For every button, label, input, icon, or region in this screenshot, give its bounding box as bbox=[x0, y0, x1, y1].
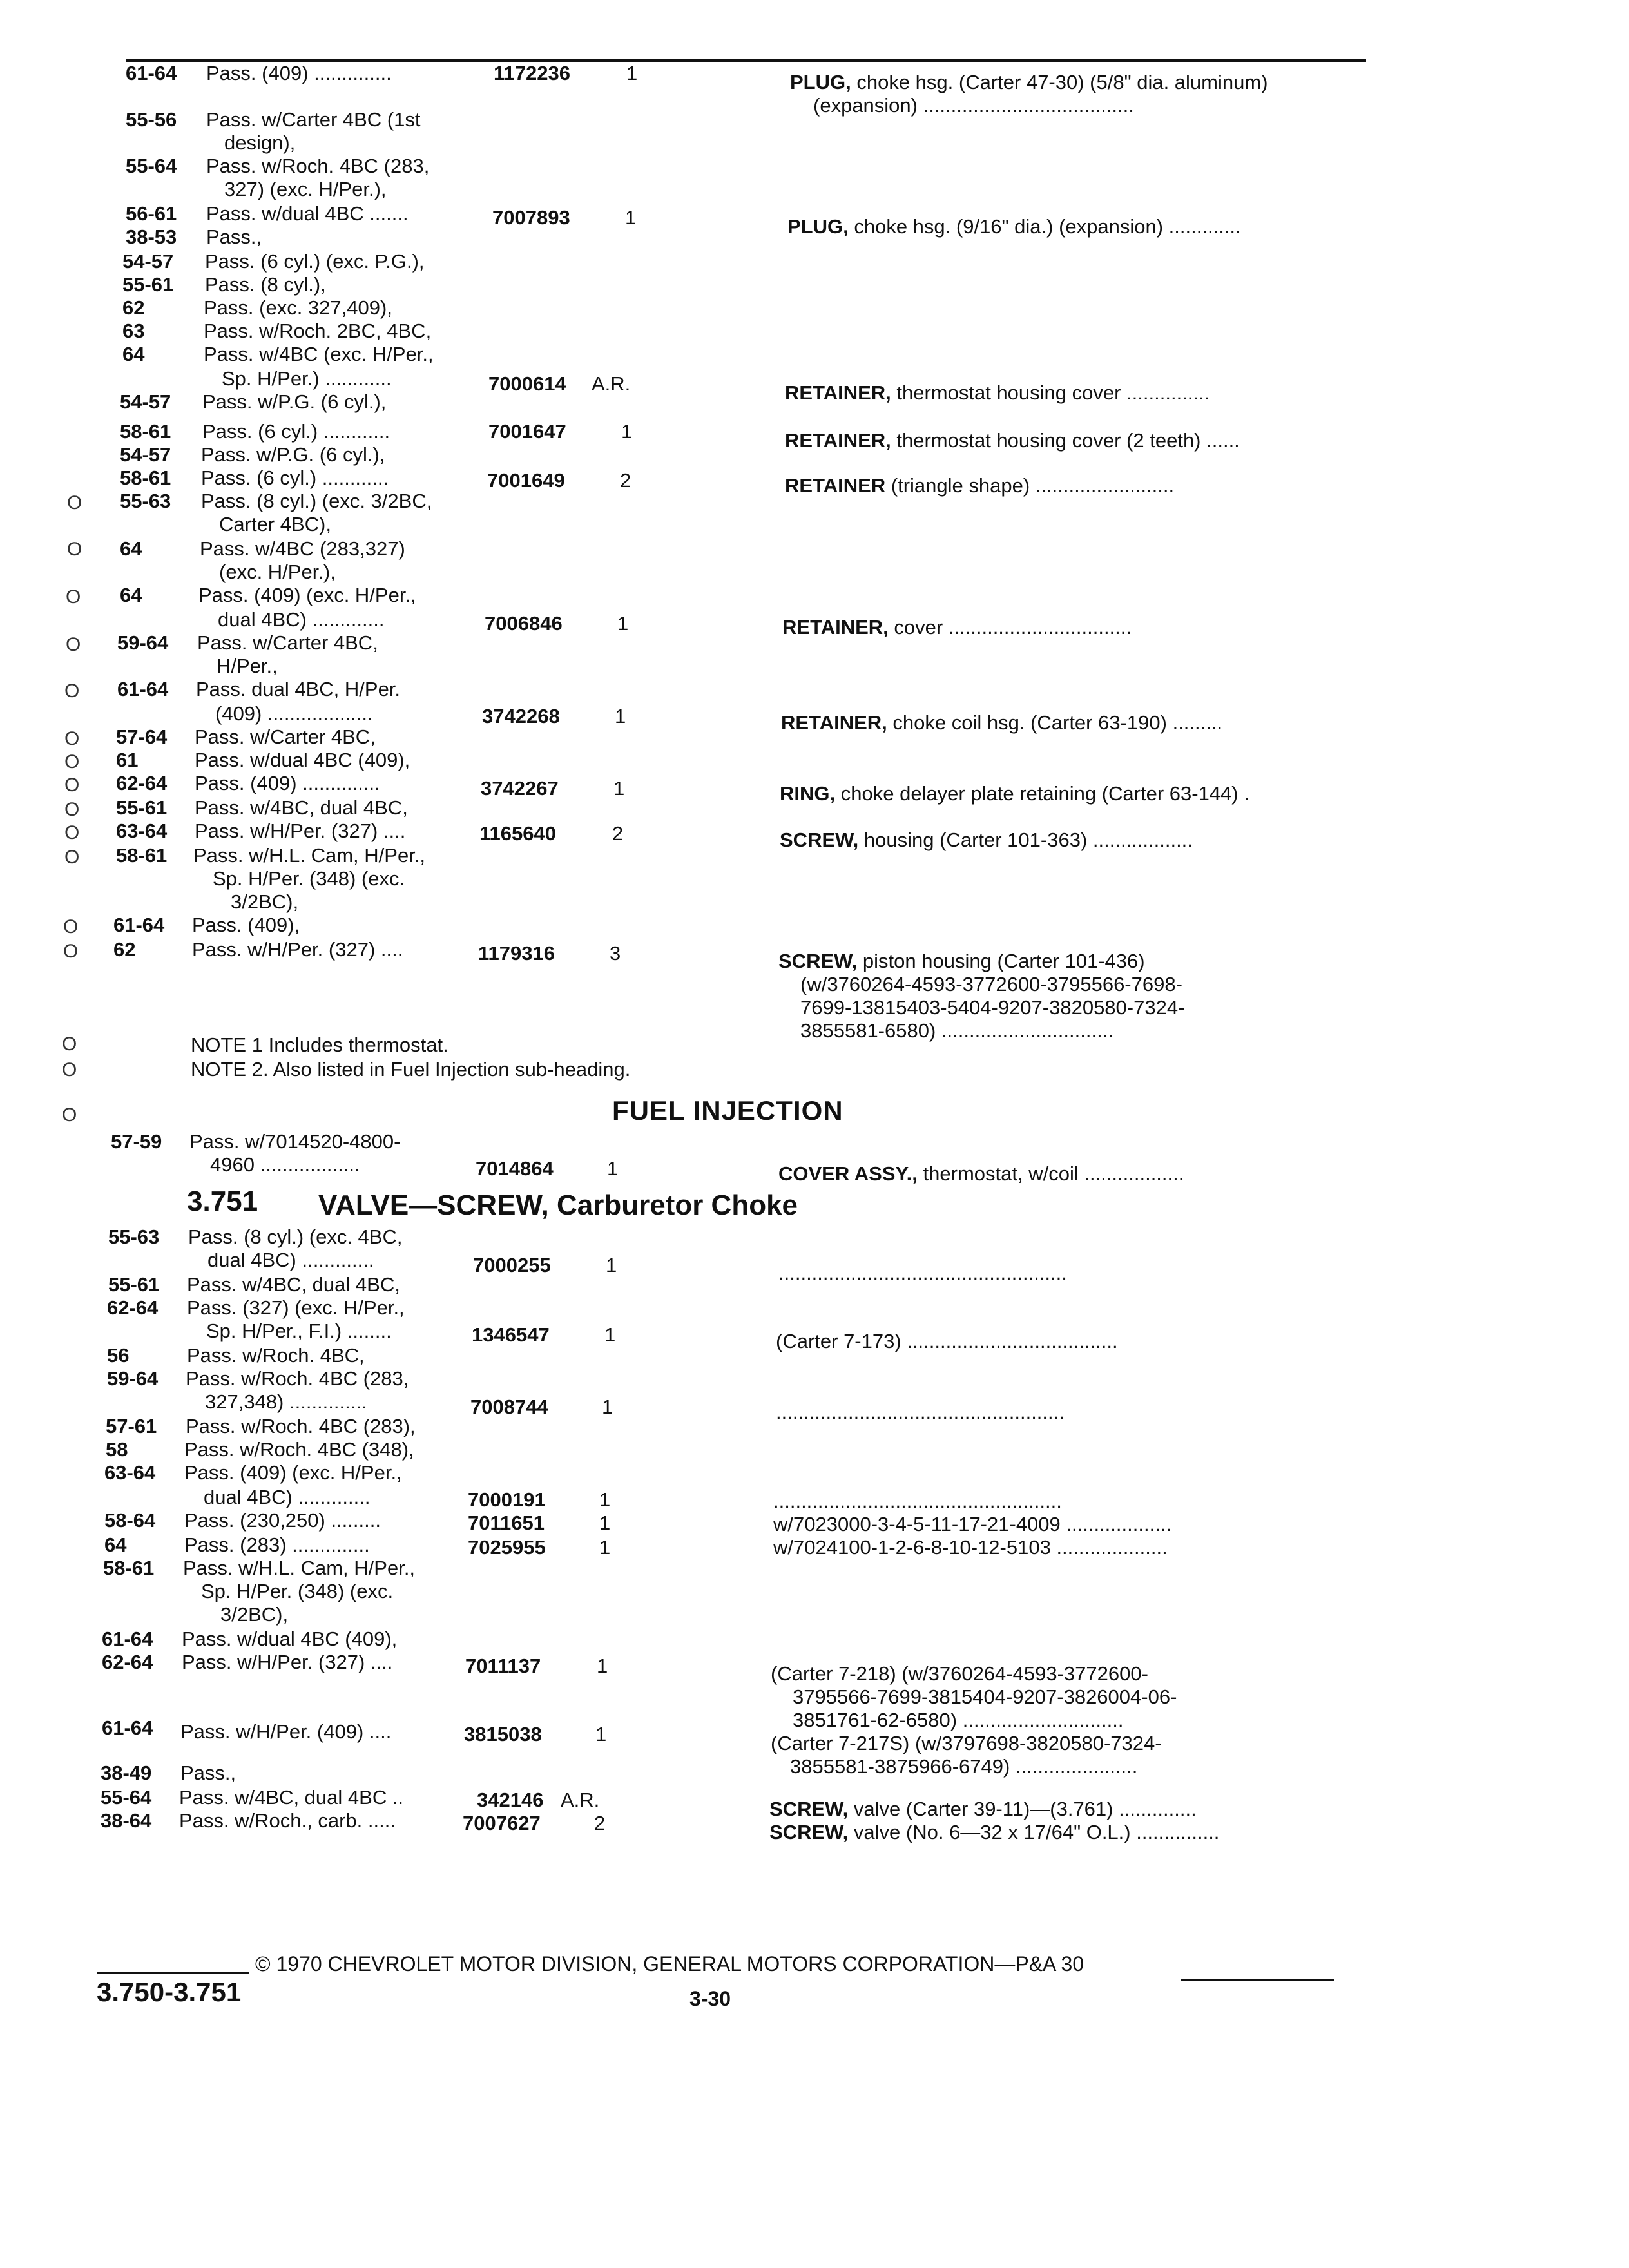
quantity: 1 bbox=[599, 1488, 611, 1511]
quantity: 2 bbox=[594, 1812, 606, 1834]
year-range: 64 bbox=[120, 584, 142, 606]
footer-rule-left bbox=[97, 1972, 249, 1974]
part-description: RETAINER (triangle shape) ......................... bbox=[785, 474, 1175, 497]
application: Pass. dual 4BC, H/Per. bbox=[196, 678, 401, 700]
quantity: 1 bbox=[621, 420, 633, 443]
application: Pass. w/Roch. 4BC (283, bbox=[186, 1367, 409, 1390]
application: Pass. w/Roch. 4BC (348), bbox=[184, 1438, 414, 1461]
year-range: 59-64 bbox=[107, 1367, 159, 1390]
year-range: 55-63 bbox=[120, 490, 171, 512]
application: Pass. (409), bbox=[192, 914, 300, 936]
punch-mark: O bbox=[66, 586, 81, 608]
application: Pass. (exc. 327,409), bbox=[204, 296, 392, 319]
footer-rule-right bbox=[1181, 1979, 1334, 1981]
application: Pass. (327) (exc. H/Per., bbox=[187, 1296, 405, 1319]
section-title: VALVE—SCREW, Carburetor Choke bbox=[318, 1189, 798, 1221]
note-1: NOTE 1 Includes thermostat. bbox=[191, 1033, 448, 1056]
application: Pass., bbox=[206, 226, 262, 248]
year-range: 61-64 bbox=[113, 914, 165, 936]
quantity: 2 bbox=[612, 822, 624, 845]
application: Sp. H/Per.) ............ bbox=[222, 367, 392, 390]
part-description: PLUG, choke hsg. (9/16" dia.) (expansion) ............. bbox=[787, 215, 1241, 238]
section-number: 3.751 bbox=[187, 1186, 258, 1217]
year-range: 58-61 bbox=[103, 1557, 155, 1579]
year-range: 58 bbox=[106, 1438, 128, 1461]
year-range: 55-64 bbox=[126, 155, 177, 177]
application: 3/2BC), bbox=[231, 890, 299, 913]
application: H/Per., bbox=[217, 655, 278, 677]
year-range: 62 bbox=[113, 938, 136, 961]
part-number: 7006846 bbox=[485, 612, 563, 635]
application: Pass. (409) (exc. H/Per., bbox=[184, 1461, 402, 1484]
year-range: 58-64 bbox=[104, 1509, 156, 1532]
year-range: 61-64 bbox=[117, 678, 169, 700]
page-number: 3-30 bbox=[689, 1987, 731, 2010]
subheading-fuel-injection: FUEL INJECTION bbox=[612, 1095, 843, 1126]
part-description: 3851761-62-6580) ............................. bbox=[793, 1709, 1124, 1731]
punch-mark: O bbox=[64, 751, 80, 773]
application: Pass. w/H/Per. (409) .... bbox=[180, 1720, 392, 1743]
application: Pass. w/Roch., carb. ..... bbox=[179, 1809, 396, 1832]
year-range: 54-57 bbox=[120, 443, 171, 466]
part-number: 7025955 bbox=[468, 1536, 546, 1559]
year-range: 63-64 bbox=[104, 1461, 156, 1484]
part-number: 7011137 bbox=[465, 1655, 541, 1677]
part-description: .................................................... bbox=[778, 1262, 1067, 1284]
year-range: 64 bbox=[120, 537, 142, 560]
year-range: 57-61 bbox=[106, 1415, 157, 1437]
part-number: 3742267 bbox=[481, 777, 559, 800]
part-number: 7007893 bbox=[492, 206, 570, 229]
quantity: 1 bbox=[597, 1655, 608, 1677]
quantity: 1 bbox=[617, 612, 629, 635]
part-number: 342146 bbox=[477, 1789, 544, 1811]
year-range: 55-61 bbox=[122, 273, 174, 296]
application: 3/2BC), bbox=[220, 1603, 289, 1626]
application: (409) ................... bbox=[215, 702, 373, 725]
part-number: 3742268 bbox=[482, 705, 560, 727]
application: Sp. H/Per. (348) (exc. bbox=[201, 1580, 394, 1602]
part-description: COVER ASSY., thermostat, w/coil .................. bbox=[778, 1162, 1184, 1185]
year-range: 56-61 bbox=[126, 202, 177, 225]
application: Pass. (230,250) ......... bbox=[184, 1509, 381, 1532]
application: Pass. w/4BC (283,327) bbox=[200, 537, 405, 560]
punch-mark: O bbox=[66, 634, 81, 655]
application: Pass. w/Roch. 4BC, bbox=[187, 1344, 365, 1367]
application: Sp. H/Per. (348) (exc. bbox=[213, 867, 405, 890]
quantity: 1 bbox=[604, 1323, 616, 1346]
application: Sp. H/Per., F.I.) ........ bbox=[206, 1320, 392, 1342]
part-number: 7000255 bbox=[473, 1254, 551, 1276]
application: Pass. w/H/Per. (327) .... bbox=[192, 938, 403, 961]
part-description: (Carter 7-217S) (w/3797698-3820580-7324- bbox=[771, 1732, 1162, 1754]
year-range: 58-61 bbox=[116, 844, 168, 867]
application: Pass. (283) .............. bbox=[184, 1533, 370, 1556]
application: Pass. w/dual 4BC ....... bbox=[206, 202, 409, 225]
year-range: 54-57 bbox=[120, 390, 171, 413]
quantity: 1 bbox=[626, 62, 638, 84]
application: 327,348) .............. bbox=[205, 1390, 367, 1413]
part-description: RETAINER, thermostat housing cover (2 teeth) ...... bbox=[785, 429, 1240, 452]
punch-mark: O bbox=[63, 916, 79, 937]
year-range: 55-64 bbox=[101, 1786, 152, 1809]
part-description: 3795566-7699-3815404-9207-3826004-06- bbox=[793, 1686, 1177, 1708]
year-range: 64 bbox=[122, 343, 145, 365]
quantity: A.R. bbox=[561, 1789, 600, 1811]
quantity: 3 bbox=[610, 942, 621, 965]
part-description: RETAINER, choke coil hsg. (Carter 63-190) ......... bbox=[781, 711, 1223, 734]
application: Pass. w/H.L. Cam, H/Per., bbox=[193, 844, 426, 867]
application: 4960 .................. bbox=[210, 1153, 360, 1176]
application: dual 4BC) ............. bbox=[218, 608, 385, 631]
year-range: 61-64 bbox=[126, 62, 177, 84]
application: 327) (exc. H/Per.), bbox=[224, 178, 387, 200]
part-number: 7000191 bbox=[468, 1488, 546, 1511]
application: Pass. w/H.L. Cam, H/Per., bbox=[183, 1557, 416, 1579]
application: Pass. w/4BC, dual 4BC, bbox=[187, 1273, 400, 1296]
year-range: 54-57 bbox=[122, 250, 174, 273]
year-range: 55-61 bbox=[116, 796, 168, 819]
footer-copyright: © 1970 CHEVROLET MOTOR DIVISION, GENERAL MOTORS CORPORATION—P&A 30 bbox=[255, 1952, 1084, 1975]
part-number: 7008744 bbox=[470, 1396, 548, 1418]
application: Pass. (8 cyl.) (exc. 4BC, bbox=[188, 1225, 403, 1248]
part-description: (expansion) ...................................... bbox=[813, 94, 1134, 117]
punch-mark: O bbox=[64, 822, 80, 843]
part-description: SCREW, housing (Carter 101-363) .................. bbox=[780, 829, 1193, 851]
part-description: RING, choke delayer plate retaining (Carter 63-144) . bbox=[780, 782, 1249, 805]
year-range: 61-64 bbox=[102, 1716, 153, 1739]
part-description: .................................................... bbox=[776, 1401, 1065, 1423]
punch-mark: O bbox=[64, 680, 80, 702]
part-number: 7007627 bbox=[463, 1812, 541, 1834]
year-range: 58-61 bbox=[120, 420, 171, 443]
year-range: 38-49 bbox=[101, 1762, 152, 1784]
year-range: 62-64 bbox=[116, 772, 168, 794]
year-range: 55-61 bbox=[108, 1273, 160, 1296]
part-description: SCREW, valve (No. 6—32 x 17/64" O.L.) ............... bbox=[769, 1821, 1220, 1843]
punch-mark: O bbox=[64, 728, 80, 749]
application: Pass. w/4BC, dual 4BC, bbox=[195, 796, 408, 819]
application: Pass. (6 cyl.) ............ bbox=[202, 420, 390, 443]
year-range: 38-53 bbox=[126, 226, 177, 248]
application: Pass. (409) (exc. H/Per., bbox=[198, 584, 416, 606]
part-description: RETAINER, cover ................................. bbox=[782, 616, 1132, 639]
part-description: .................................................... bbox=[773, 1490, 1062, 1512]
year-range: 61-64 bbox=[102, 1628, 153, 1650]
punch-mark: O bbox=[63, 941, 79, 962]
part-description: 3855581-3875966-6749) ...................... bbox=[790, 1755, 1138, 1778]
part-description: RETAINER, thermostat housing cover ............... bbox=[785, 381, 1210, 404]
application: (exc. H/Per.), bbox=[219, 561, 336, 583]
part-number: 7011651 bbox=[468, 1512, 545, 1534]
application: Pass. (8 cyl.), bbox=[205, 273, 326, 296]
part-number: 7014864 bbox=[476, 1157, 554, 1180]
part-number: 3815038 bbox=[464, 1723, 542, 1745]
quantity: 1 bbox=[602, 1396, 613, 1418]
punch-mark: O bbox=[64, 774, 80, 796]
year-range: 61 bbox=[116, 749, 139, 771]
part-description: 3855581-6580) ............................... bbox=[800, 1019, 1113, 1042]
application: dual 4BC) ............. bbox=[204, 1486, 371, 1508]
year-range: 62-64 bbox=[102, 1651, 153, 1673]
application: Pass. w/dual 4BC (409), bbox=[182, 1628, 398, 1650]
part-description: PLUG, choke hsg. (Carter 47-30) (5/8" dia. aluminum) bbox=[790, 71, 1268, 93]
application: Pass. w/4BC (exc. H/Per., bbox=[204, 343, 434, 365]
application: Pass. w/Carter 4BC, bbox=[197, 631, 378, 654]
punch-mark: O bbox=[64, 847, 80, 868]
year-range: 64 bbox=[104, 1533, 127, 1556]
application: Pass. w/7014520-4800- bbox=[189, 1130, 401, 1153]
note-2: NOTE 2. Also listed in Fuel Injection sub-heading. bbox=[191, 1058, 631, 1081]
year-range: 63-64 bbox=[116, 820, 168, 842]
year-range: 57-64 bbox=[116, 726, 168, 748]
quantity: 1 bbox=[599, 1536, 611, 1559]
punch-mark: O bbox=[67, 492, 82, 514]
application: design), bbox=[224, 131, 296, 154]
application: Pass. w/H/Per. (327) .... bbox=[182, 1651, 393, 1673]
application: Pass. w/H/Per. (327) .... bbox=[195, 820, 406, 842]
part-number: 1346547 bbox=[472, 1323, 550, 1346]
part-number: 7001647 bbox=[488, 420, 566, 443]
quantity: 1 bbox=[595, 1723, 607, 1745]
application: Pass. w/Carter 4BC, bbox=[195, 726, 376, 748]
part-number: 1172236 bbox=[494, 62, 570, 84]
quantity: 1 bbox=[613, 777, 625, 800]
part-number: 1179316 bbox=[478, 942, 555, 965]
quantity: 1 bbox=[615, 705, 626, 727]
part-description: (Carter 7-218) (w/3760264-4593-3772600- bbox=[771, 1662, 1148, 1685]
year-range: 62-64 bbox=[107, 1296, 159, 1319]
application: Pass. w/Roch. 2BC, 4BC, bbox=[204, 320, 432, 342]
part-description: SCREW, valve (Carter 39-11)—(3.761) .............. bbox=[769, 1798, 1197, 1820]
year-range: 58-61 bbox=[120, 466, 171, 489]
quantity: A.R. bbox=[592, 372, 631, 395]
year-range: 57-59 bbox=[111, 1130, 162, 1153]
quantity: 2 bbox=[620, 469, 631, 492]
application: Pass., bbox=[180, 1762, 236, 1784]
application: Pass. (409) .............. bbox=[206, 62, 392, 84]
application: Pass. w/Roch. 4BC (283), bbox=[186, 1415, 416, 1437]
part-number: 7000614 bbox=[488, 372, 566, 395]
part-description: w/7023000-3-4-5-11-17-21-4009 ................... bbox=[773, 1513, 1172, 1535]
punch-mark: O bbox=[62, 1033, 77, 1055]
punch-mark: O bbox=[67, 539, 82, 560]
application: Pass. (409) .............. bbox=[195, 772, 380, 794]
part-description: (w/3760264-4593-3772600-3795566-7698- bbox=[800, 973, 1182, 995]
application: Carter 4BC), bbox=[219, 513, 331, 535]
punch-mark: O bbox=[62, 1104, 77, 1126]
application: Pass. w/P.G. (6 cyl.), bbox=[202, 390, 387, 413]
year-range: 63 bbox=[122, 320, 145, 342]
part-description: w/7024100-1-2-6-8-10-12-5103 .................... bbox=[773, 1536, 1168, 1559]
application: Pass. w/4BC, dual 4BC .. bbox=[179, 1786, 404, 1809]
application: Pass. w/Roch. 4BC (283, bbox=[206, 155, 430, 177]
footer-section-range: 3.750-3.751 bbox=[97, 1977, 242, 2007]
part-number: 7001649 bbox=[487, 469, 565, 492]
part-description: SCREW, piston housing (Carter 101-436) bbox=[778, 950, 1145, 972]
year-range: 62 bbox=[122, 296, 145, 319]
part-description: (Carter 7-173) ...................................... bbox=[776, 1330, 1118, 1352]
year-range: 38-64 bbox=[101, 1809, 152, 1832]
application: Pass. w/dual 4BC (409), bbox=[195, 749, 410, 771]
application: Pass. (8 cyl.) (exc. 3/2BC, bbox=[201, 490, 432, 512]
application: Pass. w/P.G. (6 cyl.), bbox=[201, 443, 385, 466]
quantity: 1 bbox=[606, 1254, 617, 1276]
year-range: 55-56 bbox=[126, 108, 177, 131]
part-number: 1165640 bbox=[479, 822, 556, 845]
application: Pass. (6 cyl.) ............ bbox=[201, 466, 389, 489]
application: dual 4BC) ............. bbox=[207, 1249, 374, 1271]
punch-mark: O bbox=[64, 799, 80, 820]
application: Pass. (6 cyl.) (exc. P.G.), bbox=[205, 250, 425, 273]
punch-mark: O bbox=[62, 1059, 77, 1081]
year-range: 55-63 bbox=[108, 1225, 160, 1248]
year-range: 59-64 bbox=[117, 631, 169, 654]
quantity: 1 bbox=[607, 1157, 619, 1180]
quantity: 1 bbox=[625, 206, 637, 229]
quantity: 1 bbox=[599, 1512, 611, 1534]
year-range: 56 bbox=[107, 1344, 130, 1367]
part-description: 7699-13815403-5404-9207-3820580-7324- bbox=[800, 996, 1185, 1019]
application: Pass. w/Carter 4BC (1st bbox=[206, 108, 421, 131]
